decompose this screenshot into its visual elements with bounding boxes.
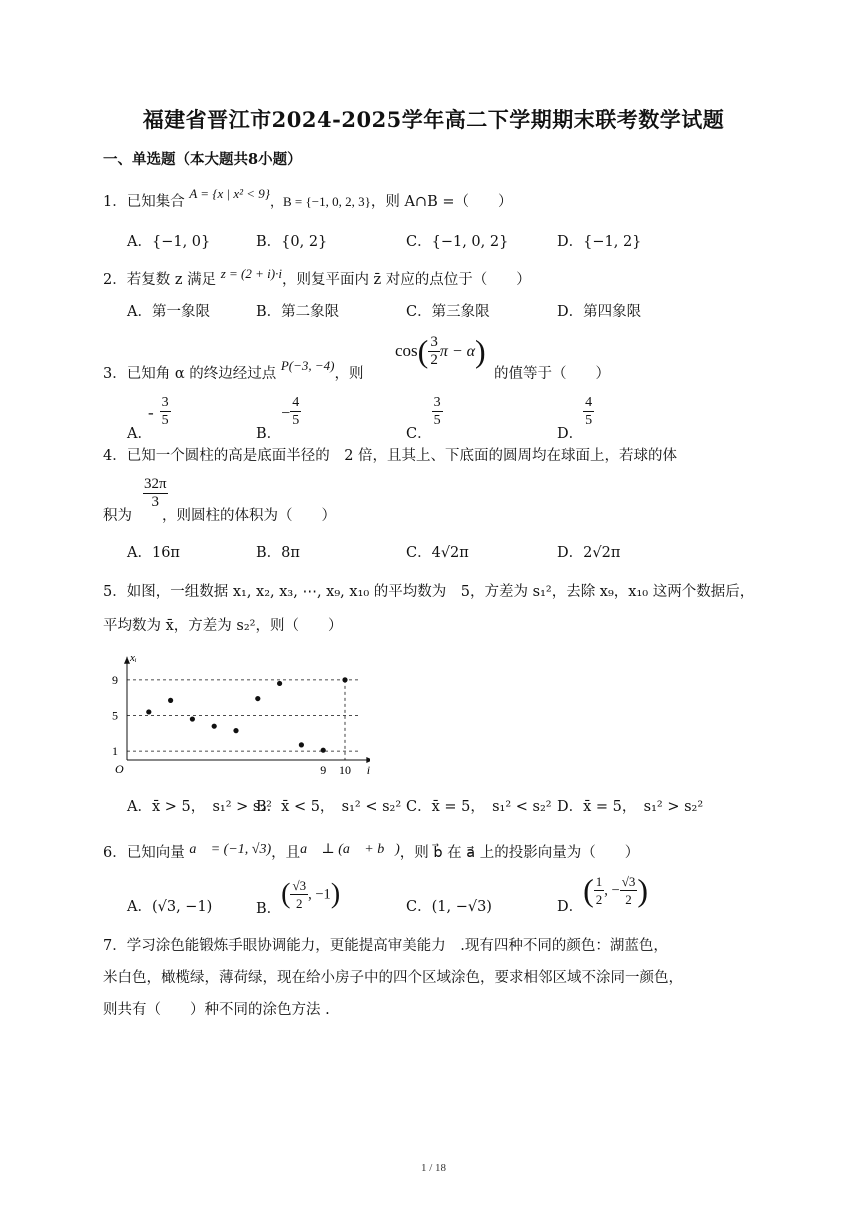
q5-line-2: 平均数为 x̄，方差为 s₂²，则（ ）: [103, 618, 343, 634]
question-6: [103, 843, 639, 864]
q2-expression: z = (2 + i)·i: [220, 266, 282, 281]
y-tick-label-9: 9: [112, 672, 118, 687]
data-point: [277, 681, 282, 686]
q2-option-a: A．第一象限: [127, 304, 210, 320]
data-point: [233, 728, 238, 733]
q5-option-a: A．x̄ > 5， s₁² > s₂²: [127, 799, 272, 815]
q7-line-3: 则共有（ ）种不同的涂色方法 .: [103, 1002, 330, 1018]
data-point: [321, 748, 326, 753]
x-tick-label-10: 10: [339, 763, 351, 777]
q4-line-2: 积为 ，则圆柱的体积为（ ）: [103, 508, 336, 524]
question-2: [103, 266, 531, 290]
page-title: 福建省晋江市2024-2025学年高二下学期期末联考数学试题: [142, 107, 725, 132]
q3-option-b: B．− $\frac{4}{5}$: [256, 395, 300, 442]
q5-option-d: D．x̄ = 5， s₁² > s₂²: [557, 799, 704, 815]
q5-line-1: 5．如图，一组数据 x₁, x₂, x₃, ⋯, x₉, x₁₀ 的平均数为 5，方差为 s₁²，去除 x₉，x₁₀ 这两个数据后，: [103, 584, 755, 600]
q2-stem: 2．若复数 z 满足: [103, 272, 217, 288]
y-tick-label-1: 1: [112, 744, 118, 759]
page-number: 1 / 18: [420, 1162, 447, 1174]
q1-tail: ，则 A∩B =（ ）: [370, 194, 513, 210]
q6-option-a: A．(√3, −1): [127, 899, 213, 915]
scatter-chart: [100, 642, 370, 782]
y-axis-label: xᵢ: [130, 651, 137, 664]
q3-right-paren: ): [475, 333, 486, 369]
q1-option-b: B．{0, 2}: [256, 234, 328, 250]
section-heading: 一、单选题（本大题共8小题）: [103, 151, 302, 168]
origin-label: O: [115, 762, 124, 776]
q1-set-a: A = {x | x² < 9}: [189, 186, 271, 201]
q3-option-a: A．- $\frac{3}{5}$: [127, 395, 169, 442]
q6-option-b: B．( $\frac{√3}{2}$ , −1): [256, 878, 341, 917]
q6-vector-a: a⃗ = (−1, √3): [189, 842, 272, 857]
q2-option-c: C．第三象限: [406, 304, 490, 320]
x-tick-label-9: 9: [320, 763, 327, 777]
q3-point: P(−3, −4): [280, 358, 335, 373]
q3-tail: 的值等于（ ）: [494, 366, 610, 382]
q3-mid: ，则: [334, 366, 364, 382]
question-3-stem: [103, 358, 364, 384]
q6-mid: ，且: [271, 845, 301, 861]
q3-cos-tail: π − α: [439, 343, 476, 360]
q5-option-b: B．x̄ < 5， s₁² < s₂²: [256, 799, 402, 815]
q1-option-d: D．{−1, 2}: [557, 234, 642, 250]
data-point: [255, 696, 260, 701]
q1-stem: 1．已知集合: [103, 194, 185, 210]
q4-volume-fraction: $\frac{32\pi}{3}$: [144, 476, 167, 510]
q3-stem: 3．已知角 α 的终边经过点: [103, 366, 277, 382]
q2-option-b: B．第二象限: [256, 304, 340, 320]
q5-option-c: C．x̄ = 5， s₁² < s₂²: [406, 799, 552, 815]
q1-option-c: C．{−1, 0, 2}: [406, 234, 509, 250]
q4-option-c: C．4√2π: [406, 545, 469, 561]
q7-line-1: 7．学习涂色能锻炼手眼协调能力，更能提高审美能力 .现有四种不同的颜色：湖蓝色，: [103, 938, 668, 954]
data-point: [212, 724, 217, 729]
chart-layer: [112, 652, 370, 777]
q4-option-d: D．2√2π: [557, 545, 621, 561]
data-point: [299, 742, 304, 747]
q4-line-1: 4．已知一个圆柱的高是底面半径的 2 倍，且其上、下底面的圆周均在球面上，若球的体: [103, 448, 678, 464]
question-1: [103, 186, 513, 212]
y-tick-label-5: 5: [112, 708, 118, 723]
q3-cos-expression: [395, 333, 486, 370]
data-point: [146, 709, 151, 714]
x-axis-label: i: [366, 763, 370, 777]
q3-frac-den: 2: [430, 352, 438, 368]
q2-option-d: D．第四象限: [557, 304, 642, 320]
q4-option-a: A．16π: [127, 545, 180, 561]
q3-fraction: [428, 334, 440, 369]
q3-frac-num: 3: [430, 334, 438, 350]
data-point: [168, 698, 173, 703]
q3-option-c: C． $\frac{3}{5}$: [406, 395, 441, 442]
q2-tail: ，则复平面内 z̄ 对应的点位于（ ）: [281, 272, 531, 288]
q3-cos: cos: [395, 341, 418, 360]
q6-tail: ，则 b⃗ 在 a⃗ 上的投影向量为（ ）: [399, 845, 640, 861]
q7-line-2: 米白色，橄榄绿，薄荷绿，现在给小房子中的四个区域涂色，要求相邻区域不涂同一颜色，: [103, 970, 683, 986]
q3-left-paren: (: [417, 333, 429, 369]
q6-option-c: C．(1, −√3): [406, 899, 492, 915]
q1-set-b: ，B = {−1, 0, 2, 3}: [270, 194, 371, 209]
q4-option-b: B．8π: [256, 545, 300, 561]
q6-perp: a⃗ ⊥ (a⃗ + b⃗): [300, 842, 400, 857]
q6-stem: 6．已知向量: [103, 845, 185, 861]
data-point: [342, 677, 347, 682]
q1-option-a: A．{−1, 0}: [127, 234, 211, 250]
q3-option-d: D． $\frac{4}{5}$: [557, 395, 593, 442]
data-point: [190, 716, 195, 721]
q6-option-d: D．( $\frac{1}{2}$ , − $\frac{√3}{2}$ ): [557, 872, 649, 915]
